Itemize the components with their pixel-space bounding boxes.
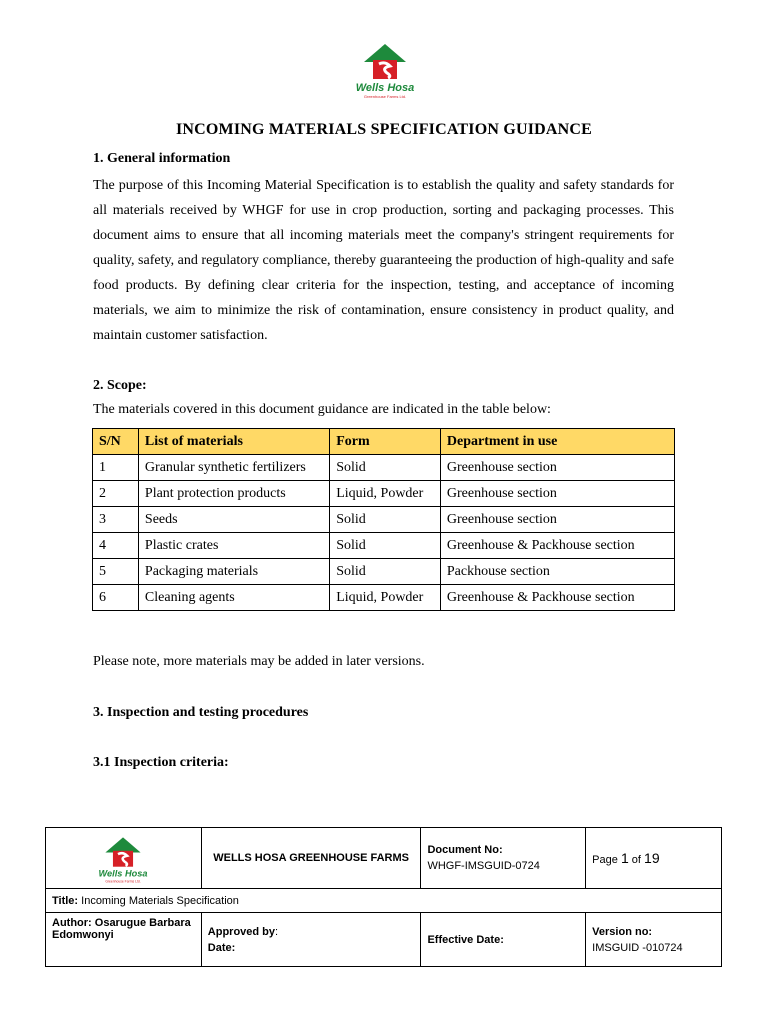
cell-department: Greenhouse section xyxy=(440,507,674,533)
table-row xyxy=(93,585,675,611)
footer-author: Author: Osarugue Barbara Edomwonyi xyxy=(46,913,202,967)
footer-title-value: Incoming Materials Specification xyxy=(81,894,239,907)
footer-logo-wordmark: Wells Hosa xyxy=(98,868,148,879)
footer-effective-date: Effective Date: xyxy=(421,913,586,967)
footer-document-number xyxy=(421,828,586,889)
footer-logo-cell xyxy=(46,828,202,889)
document-control-footer xyxy=(45,827,722,967)
approved-by-colon: : xyxy=(275,925,279,938)
doc-number-value: WHGF-IMSGUID-0724 xyxy=(427,860,540,872)
version-value: IMSGUID -010724 xyxy=(592,941,683,954)
section-inspection-criteria-heading: 3.1 Inspection criteria: xyxy=(93,755,229,770)
cell-material: Cleaning agents xyxy=(138,585,329,611)
cell-material: Seeds xyxy=(138,507,329,533)
header-materials: List of materials xyxy=(138,429,329,455)
page-total: 19 xyxy=(644,850,660,866)
cell-department: Greenhouse & Packhouse section xyxy=(440,533,674,559)
page-current: 1 xyxy=(620,850,629,866)
doc-number-label: Document No: xyxy=(427,844,503,856)
logo-tagline: Greenhouse Farms Ltd. xyxy=(363,94,407,99)
cell-form: Liquid, Powder xyxy=(330,481,441,507)
cell-sn: 4 xyxy=(93,533,139,559)
approved-by-label: Approved by xyxy=(207,925,276,938)
cell-form: Solid xyxy=(330,507,441,533)
footer-version xyxy=(586,913,722,967)
page-label: Page xyxy=(592,854,618,866)
table-row xyxy=(93,559,675,585)
table-row xyxy=(93,507,675,533)
document-title: INCOMING MATERIALS SPECIFICATION GUIDANCE xyxy=(175,121,593,138)
cell-form: Liquid, Powder xyxy=(330,585,441,611)
footer-page-number xyxy=(586,828,722,889)
cell-department: Greenhouse section xyxy=(440,481,674,507)
section-inspection-heading: 3. Inspection and testing procedures xyxy=(93,705,309,720)
table-row xyxy=(93,455,675,481)
footer-approval xyxy=(201,913,421,967)
header-sn: S/N xyxy=(93,429,139,455)
footer-logo-tagline: Greenhouse Farms Ltd. xyxy=(105,879,141,884)
cell-department: Greenhouse section xyxy=(440,455,674,481)
cell-material: Plastic crates xyxy=(138,533,329,559)
table-note: Please note, more materials may be added in later versions. xyxy=(93,654,425,669)
cell-sn: 2 xyxy=(93,481,139,507)
materials-table xyxy=(92,428,675,611)
cell-material: Packaging materials xyxy=(138,559,329,585)
logo-wordmark: Wells Hosa xyxy=(355,82,415,94)
cell-department: Greenhouse & Packhouse section xyxy=(440,585,674,611)
cell-sn: 1 xyxy=(93,455,139,481)
footer-logo xyxy=(92,834,154,886)
cell-sn: 6 xyxy=(93,585,139,611)
date-label: Date: xyxy=(207,941,236,954)
cell-department: Packhouse section xyxy=(440,559,674,585)
table-row xyxy=(93,533,675,559)
cell-form: Solid xyxy=(330,533,441,559)
table-header-row xyxy=(93,429,675,455)
company-logo xyxy=(348,42,422,100)
section-general-heading: 1. General information xyxy=(93,151,231,166)
page-of-label: of xyxy=(631,854,641,866)
cell-material: Plant protection products xyxy=(138,481,329,507)
scope-intro: The materials covered in this document guidance are indicated in the table below: xyxy=(93,402,551,417)
cell-material: Granular synthetic fertilizers xyxy=(138,455,329,481)
footer-company-name: WELLS HOSA GREENHOUSE FARMS xyxy=(201,828,421,889)
cell-form: Solid xyxy=(330,455,441,481)
footer-title-cell xyxy=(46,889,722,913)
cell-sn: 3 xyxy=(93,507,139,533)
table-row xyxy=(93,481,675,507)
version-label: Version no: xyxy=(592,925,653,938)
general-information-paragraph: The purpose of this Incoming Material Specification is to establish the quality and safety standards for all materials received by WHGF for use in crop production, sorting and packaging processes. This document aims to ensure that all incoming materials meet the company's stringent requirements for quality, safety, and regulatory compliance, thereby guaranteeing the production of high-quality and safe food products. By defining clear criteria for the inspection, testing, and acceptance of incoming materials, we aim to minimize the risk of contamination, ensure consistency in product quality, and maintain customer satisfaction. xyxy=(93,178,674,343)
cell-form: Solid xyxy=(330,559,441,585)
header-department: Department in use xyxy=(440,429,674,455)
cell-sn: 5 xyxy=(93,559,139,585)
header-form: Form xyxy=(330,429,441,455)
footer-title-label: Title: xyxy=(52,894,79,907)
section-scope-heading: 2. Scope: xyxy=(93,378,147,393)
